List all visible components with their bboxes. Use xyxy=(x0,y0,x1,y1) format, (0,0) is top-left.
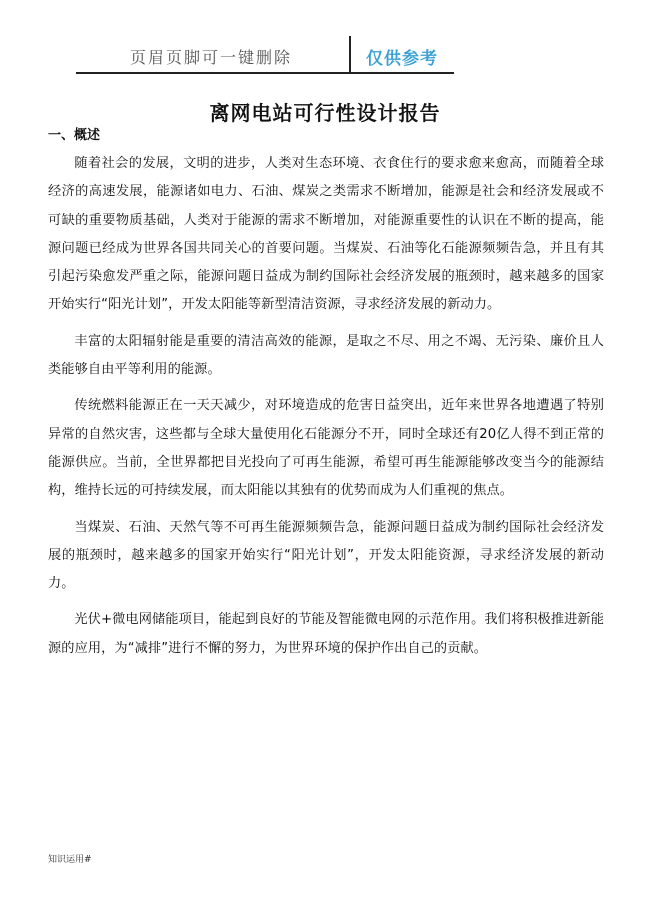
page-footer: 知识运用# xyxy=(48,855,92,865)
header-divider xyxy=(349,36,351,72)
section-heading: 一、概述 xyxy=(48,128,101,143)
header-note: 页眉页脚可一键删除 xyxy=(130,48,293,67)
paragraph: 传统燃料能源正在一天天减少，对环境造成的危害日益突出，近年来世界各地遭遇了特别异常的自然灾害，这些都与全球大量使用化石能源分不开，同时全球还有20亿人得不到正常的能源供应。当前，全世界都把目光投向了可再生能源，希望可再生能源能够改变当今的能源结构，维持长远的可持续发展，而太阳能以其独有的优势而成为人们重视的焦点。 xyxy=(48,398,604,499)
paragraph: 随着社会的发展，文明的进步，人类对生态环境、衣食住行的要求愈来愈高，而随着全球经济的高速发展，能源诸如电力、石油、煤炭之类需求不断增加，能源是社会和经济发展或不可缺的重要物质基础，人类对于能源的需求不断增加，对能源重要性的认识在不断的提高，能源问题已经成为世界各国共同关心的首要问题。当煤炭、石油等化石能源频频告急，并且有其引起污染愈发严重之际，能源问题日益成为制约国际社会经济发展的瓶颈时，越来越多的国家开始实行“阳光计划”，开发太阳能等新型清洁资源，寻求经济发展的新动力。 xyxy=(48,156,604,313)
paragraph: 光伏+微电网储能项目，能起到良好的节能及智能微电网的示范作用。我们将积极推进新能源的应用，为“减排”进行不懈的努力，为世界环境的保护作出自己的贡献。 xyxy=(48,612,604,656)
page-header xyxy=(76,36,454,74)
document-body xyxy=(48,150,604,671)
document-title: 离网电站可行性设计报告 xyxy=(209,101,441,126)
paragraph: 当煤炭、石油、天然气等不可再生能源频频告急，能源问题日益成为制约国际社会经济发展的瓶颈时，越来越多的国家开始实行“阳光计划”，开发太阳能资源，寻求经济发展的新动力。 xyxy=(48,519,604,592)
header-reference-label: 仅供参考 xyxy=(366,49,438,69)
paragraph: 丰富的太阳辐射能是重要的清洁高效的能源，是取之不尽、用之不竭、无污染、廉价且人类能够自由平等利用的能源。 xyxy=(48,333,604,378)
